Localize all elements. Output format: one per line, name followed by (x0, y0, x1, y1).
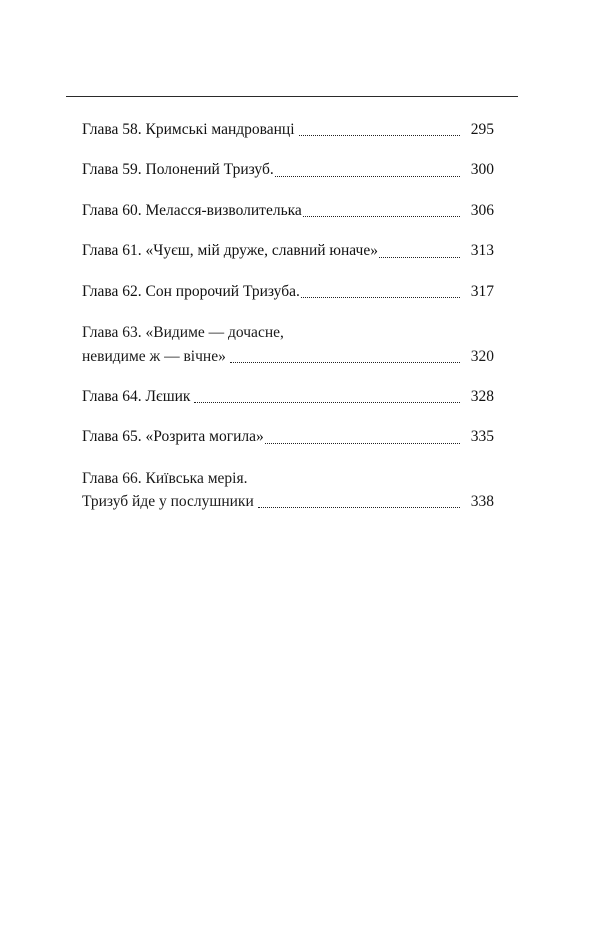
toc-page-number: 300 (470, 161, 494, 179)
toc-entry[interactable] (82, 467, 494, 514)
toc-entry[interactable] (82, 281, 494, 303)
toc-entry[interactable] (82, 426, 494, 448)
toc-page-number: 328 (470, 387, 494, 405)
toc-entry-title-line2-row (82, 490, 494, 513)
toc-entry-title-line1: Глава 66. Київська мерія. (82, 469, 248, 487)
toc-leader-wrap (274, 176, 464, 182)
dot-leader (230, 362, 460, 363)
toc-entry-title: Глава 65. «Розрита могила» (82, 428, 264, 446)
toc-entry-title-line2: Тризуб йде у послушники (82, 493, 254, 511)
dot-leader (301, 297, 460, 298)
toc-page-number: 335 (470, 428, 494, 446)
toc-entry[interactable] (82, 240, 494, 262)
table-of-contents (66, 96, 494, 531)
toc-page-number: 338 (470, 493, 494, 511)
dot-leader (299, 135, 460, 136)
toc-entry-title-line2-row (82, 345, 494, 368)
dot-leader (275, 176, 460, 177)
toc-entry-title: Глава 60. Меласся-визволителька (82, 201, 302, 219)
toc-leader-wrap (300, 297, 464, 303)
toc-entry-title: Глава 62. Сон пророчий Тризуба. (82, 282, 300, 300)
dot-leader (379, 257, 460, 258)
toc-entry-title: Глава 58. Кримські мандрованці (82, 121, 295, 138)
toc-leader-wrap (378, 257, 464, 263)
dot-leader (265, 443, 460, 444)
toc-leader-wrap (302, 216, 464, 222)
toc-page-number: 313 (470, 242, 494, 260)
dot-leader (194, 402, 460, 403)
horizontal-rule (66, 96, 518, 97)
toc-leader-wrap (295, 135, 464, 141)
toc-page-number: 306 (470, 201, 494, 219)
toc-entry-title: Глава 61. «Чуєш, мій друже, славний юначе» (82, 242, 378, 260)
toc-leader-wrap (264, 443, 464, 449)
toc-entry-title-line2: невидиме ж — вічне» (82, 347, 226, 365)
toc-leader-wrap (190, 402, 464, 408)
toc-entry[interactable] (82, 321, 494, 368)
toc-entry-title-line1: Глава 63. «Видиме — дочасне, (82, 324, 284, 342)
toc-entry-title: Глава 59. Полонений Тризуб. (82, 161, 274, 179)
toc-entry[interactable] (82, 386, 494, 408)
dot-leader (303, 216, 460, 217)
toc-entry[interactable] (82, 119, 494, 141)
toc-entry[interactable] (82, 159, 494, 181)
toc-page-number: 320 (470, 347, 494, 365)
dot-leader (258, 507, 460, 508)
toc-page-number: 317 (470, 282, 494, 300)
toc-entry-title: Глава 64. Лєшик (82, 387, 191, 405)
toc-page-number: 295 (470, 121, 494, 138)
toc-entry[interactable] (82, 200, 494, 222)
